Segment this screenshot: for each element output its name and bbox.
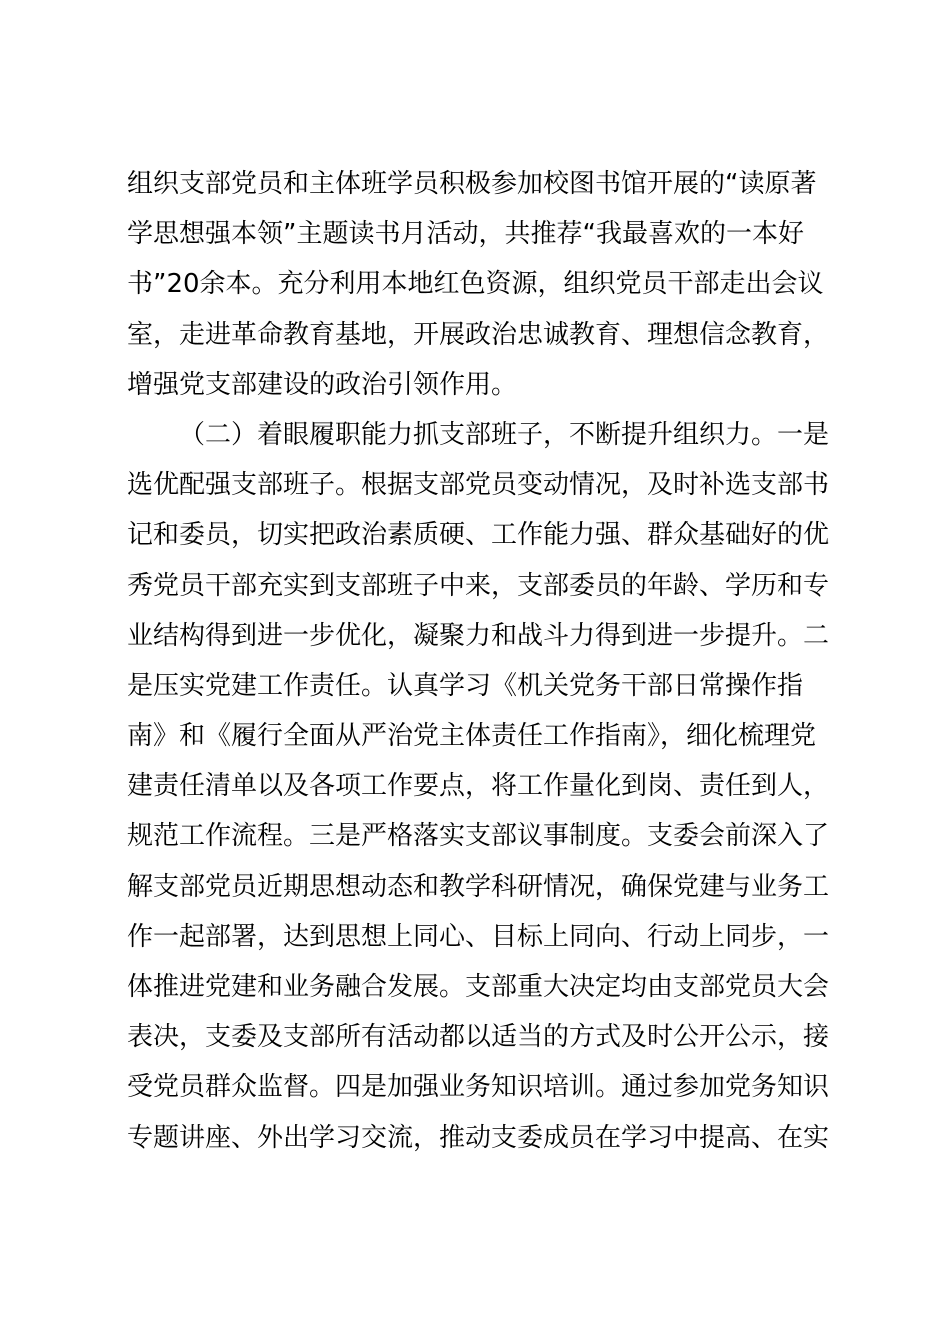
- text-line: 室，走进革命教育基地，开展政治忠诚教育、理想信念教育，: [127, 319, 830, 350]
- text-line: 规范工作流程。三是严格落实支部议事制度。支委会前深入了: [127, 821, 830, 852]
- text-line: 学思想强本领”主题读书月活动，共推荐“我最喜欢的一本好: [127, 219, 804, 250]
- text-line: 受党员群众监督。四是加强业务知识培训。通过参加党务知识: [127, 1072, 830, 1103]
- body-text: [127, 159, 847, 1163]
- text-line: 建责任清单以及各项工作要点，将工作量化到岗、责任到人，: [127, 771, 830, 802]
- text-line: 专题讲座、外出学习交流，推动支委成员在学习中提高、在实: [127, 1122, 830, 1153]
- section-heading-line: （二）着眼履职能力抓支部班子，不断提升组织力。一是: [179, 419, 830, 450]
- text-line: 作一起部署，达到思想上同心、目标上同向、行动上同步，一: [127, 921, 830, 952]
- text-line: 记和委员，切实把政治素质硬、工作能力强、群众基础好的优: [127, 520, 830, 551]
- text-line: 解支部党员近期思想动态和教学科研情况，确保党建与业务工: [127, 871, 830, 902]
- text-line: 南》和《履行全面从严治党主体责任工作指南》，细化梳理党: [127, 721, 817, 752]
- text-line: 业结构得到进一步优化，凝聚力和战斗力得到进一步提升。二: [127, 620, 830, 651]
- text-line: 增强党支部建设的政治引领作用。: [127, 369, 518, 400]
- text-line: 体推进党建和业务融合发展。支部重大决定均由支部党员大会: [127, 972, 830, 1002]
- text-line: 是压实党建工作责任。认真学习《机关党务干部日常操作指: [127, 670, 804, 701]
- text-line: 表决，支委及支部所有活动都以适当的方式及时公开公示，接: [127, 1022, 830, 1053]
- text-line: 秀党员干部充实到支部班子中来，支部委员的年龄、学历和专: [127, 570, 830, 601]
- text-line: 选优配强支部班子。根据支部党员变动情况，及时补选支部书: [127, 470, 830, 501]
- text-line: 书”20余本。充分利用本地红色资源，组织党员干部走出会议: [127, 269, 824, 300]
- text-line: 组织支部党员和主体班学员积极参加校图书馆开展的“读原著: [127, 169, 817, 199]
